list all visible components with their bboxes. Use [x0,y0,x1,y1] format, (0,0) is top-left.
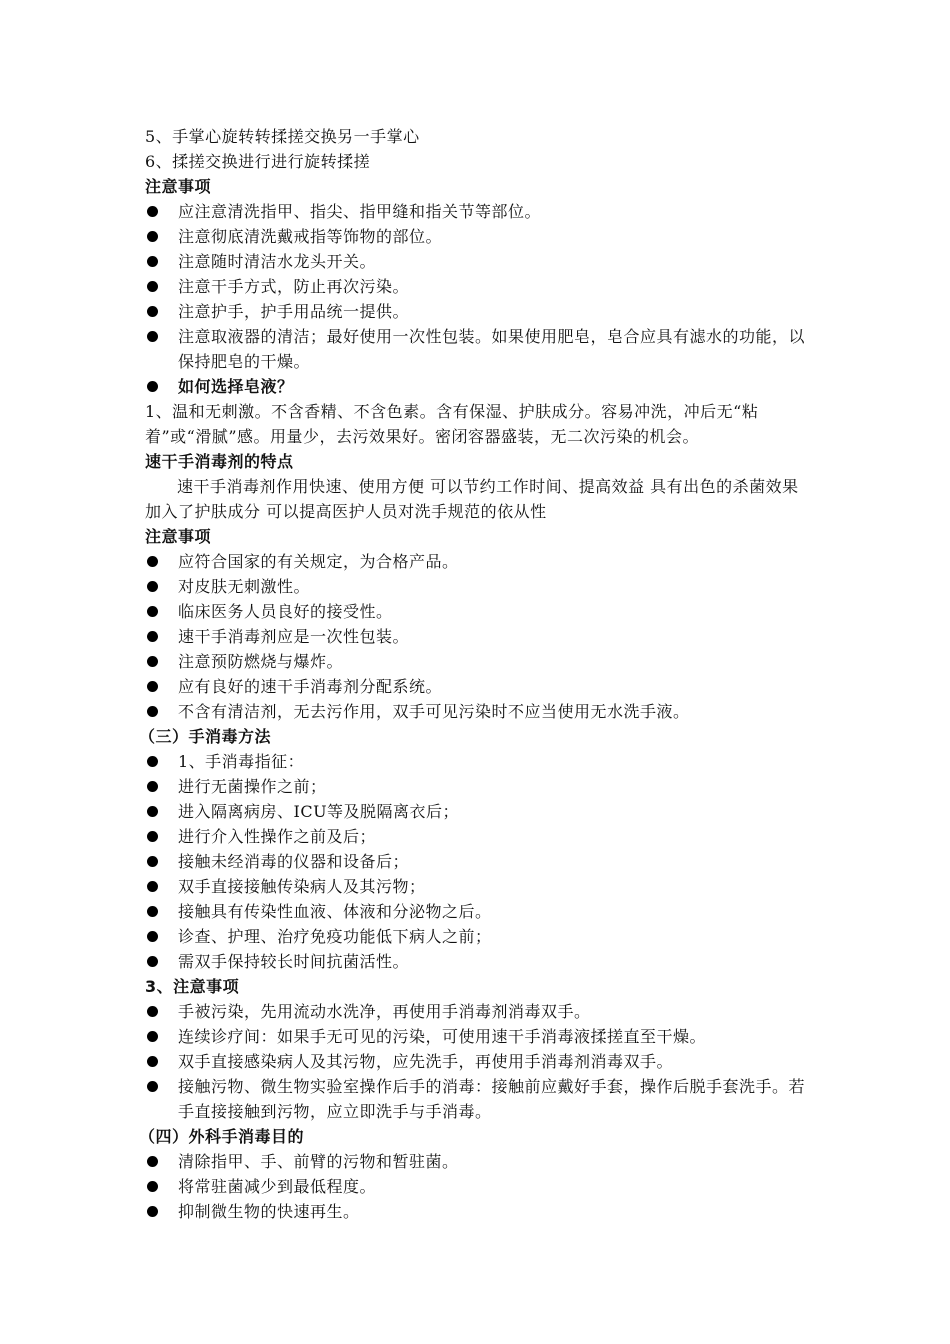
bullet-icon [147,1206,158,1217]
bullet-icon [147,631,158,642]
step-5-text: 5、手掌心旋转转揉搓交换另一手掌心 [145,127,420,146]
bullet-icon [147,1031,158,1042]
bullet-icon [147,231,158,242]
list-item: 接触未经消毒的仪器和设备后； [145,849,815,874]
list-item: 注意预防燃烧与爆炸。 [145,649,815,674]
list-item: 进入隔离病房、ICU等及脱隔离衣后； [145,799,815,824]
bullet-icon [147,806,158,817]
bullet-icon [147,706,158,717]
bullet-icon [147,831,158,842]
list-item: 注意彻底清洗戴戒指等饰物的部位。 [145,224,815,249]
bullet-icon [147,681,158,692]
list-item: 双手直接感染病人及其污物，应先洗手，再使用手消毒剂消毒双手。 [145,1049,815,1074]
list-item: 进行介入性操作之前及后； [145,824,815,849]
list-item: 双手直接接触传染病人及其污物； [145,874,815,899]
list-item: 连续诊疗间：如果手无可见的污染，可使用速干手消毒液揉搓直至干燥。 [145,1024,815,1049]
bullet-icon [147,1006,158,1017]
list-item: 速干手消毒剂应是一次性包装。 [145,624,815,649]
bullet-icon [147,1081,158,1092]
section-heading-hand-disinfection: （三）手消毒方法 [139,727,272,746]
list-item: 临床医务人员良好的接受性。 [145,599,815,624]
bullet-icon [147,906,158,917]
list-item: 手被污染，先用流动水洗净，再使用手消毒剂消毒双手。 [145,999,815,1024]
list-item: 不含有清洁剂，无去污作用，双手可见污染时不应当使用无水洗手液。 [145,699,815,724]
step-6-text: 6、揉搓交换进行进行旋转揉搓 [145,152,371,171]
bullet-icon [147,1056,158,1067]
list-item: 注意随时清洁水龙头开关。 [145,249,815,274]
section-heading-surgical: （四）外科手消毒目的 [139,1127,305,1146]
bullet-icon [147,781,158,792]
list-item: 注意护手，护手用品统一提供。 [145,299,815,324]
soap-paragraph: 1、温和无刺激。不含香精、不含色素。含有保湿、护肤成分。容易冲洗，冲后无“粘着”或“滑腻”感。用量少，去污效果好。密闭容器盛装，无二次污染的机会。 [145,402,759,446]
bullet-icon [147,556,158,567]
list-item: 清除指甲、手、前臂的污物和暂驻菌。 [145,1149,815,1174]
document-body [139,124,815,1224]
list-item: 抑制微生物的快速再生。 [145,1199,815,1224]
bullet-icon [147,606,158,617]
list-item: 应符合国家的有关规定，为合格产品。 [145,549,815,574]
list-item: 应有良好的速干手消毒剂分配系统。 [145,674,815,699]
bullet-icon [147,256,158,267]
list-item: 需双手保持较长时间抗菌活性。 [145,949,815,974]
list-item: 接触具有传染性血液、体液和分泌物之后。 [145,899,815,924]
section-heading-precautions-2: 注意事项 [145,527,212,546]
bullet-icon [147,281,158,292]
bullet-icon [147,881,158,892]
bullet-icon [147,656,158,667]
bullet-icon [147,381,158,392]
list-item: 对皮肤无刺激性。 [145,574,815,599]
list-item: 诊查、护理、治疗免疫功能低下病人之前； [145,924,815,949]
section-heading-sanitizer: 速干手消毒剂的特点 [145,452,294,471]
list-item: 将常驻菌减少到最低程度。 [145,1174,815,1199]
list-item: 1、手消毒指征： [145,749,815,774]
list-item: 应注意清洗指甲、指尖、指甲缝和指关节等部位。 [145,199,815,224]
bullet-icon [147,1156,158,1167]
bullet-icon [147,931,158,942]
bullet-icon [147,956,158,967]
list-item: 注意干手方式，防止再次污染。 [145,274,815,299]
section-heading-soap: 如何选择皂液？ [145,374,815,399]
bullet-icon [147,856,158,867]
list-item: 注意取液器的清洁；最好使用一次性包装。如果使用肥皂，皂合应具有滤水的功能，以保持肥皂的干燥。 [145,324,815,374]
bullet-icon [147,756,158,767]
list-item: 接触污物、微生物实验室操作后手的消毒：接触前应戴好手套，操作后脱手套洗手。若手直接接触到污物，应立即洗手与手消毒。 [145,1074,815,1124]
bullet-icon [147,206,158,217]
bullet-icon [147,1181,158,1192]
section-heading-precautions-1: 注意事项 [145,177,212,196]
bullet-icon [147,306,158,317]
bullet-icon [147,331,158,342]
section-heading-precautions-3: 3、注意事项 [145,977,240,996]
sanitizer-paragraph: 速干手消毒剂作用快速、使用方便 可以节约工作时间、提高效益 具有出色的杀菌效果 加入了护肤成分 可以提高医护人员对洗手规范的依从性 [145,477,799,521]
bullet-icon [147,581,158,592]
list-item: 进行无菌操作之前； [145,774,815,799]
